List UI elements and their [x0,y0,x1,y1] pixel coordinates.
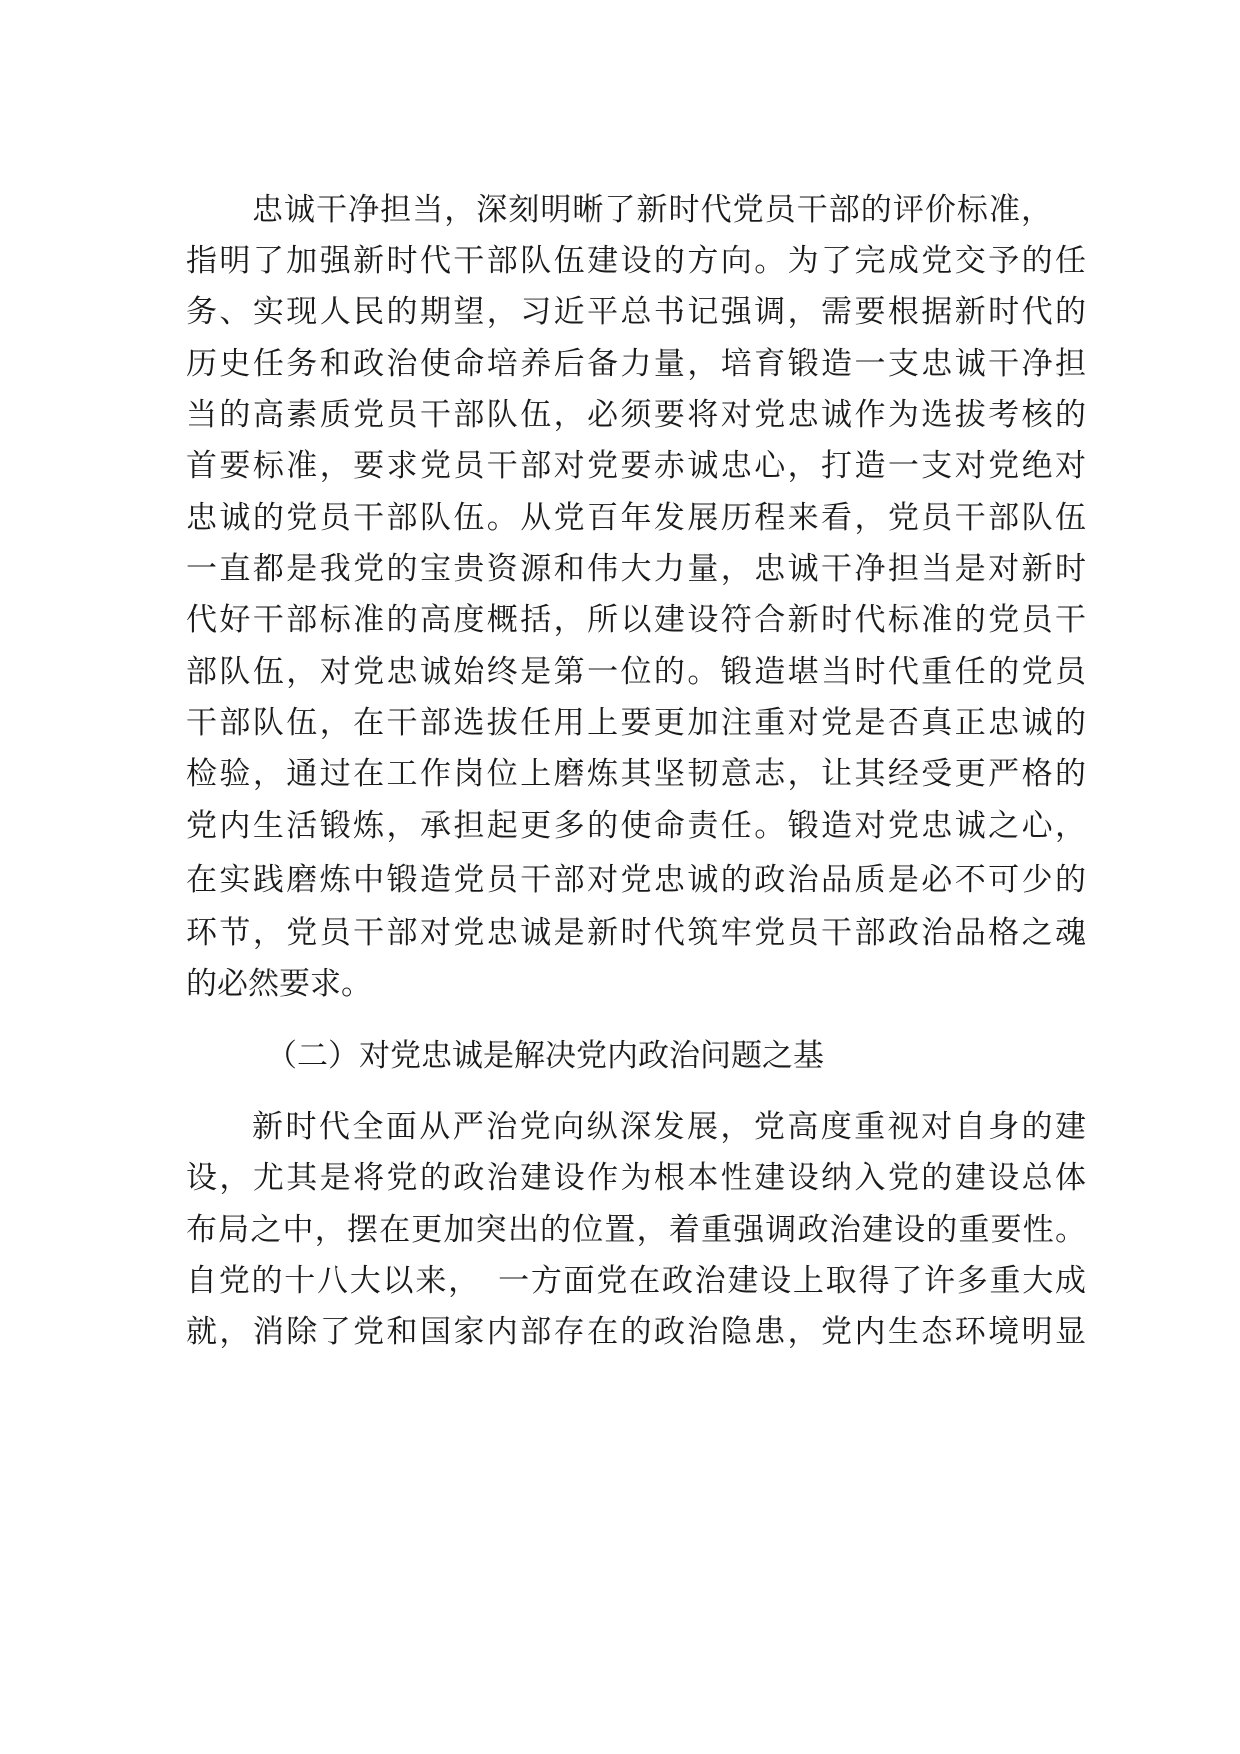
paragraph-line: 新时代全面从严治党向纵深发展，党高度重视对自身的建 [252,1109,1086,1145]
paragraph-line: 首要标准，要求党员干部对党要赤诚忠心，打造一支对党绝对 [186,448,1086,484]
paragraph-line: 一直都是我党的宝贵资源和伟大力量，忠诚干净担当是对新时 [186,551,1086,587]
paragraph-line: 环节，党员干部对党忠诚是新时代筑牢党员干部政治品格之魂 [186,915,1086,951]
paragraph-line: 指明了加强新时代干部队伍建设的方向。为了完成党交予的任 [186,243,1086,279]
paragraph-line: 自党的十八大以来， 一方面党在政治建设上取得了许多重大成 [186,1263,1086,1299]
paragraph-line: 党内生活锻炼，承担起更多的使命责任。锻造对党忠诚之心， [186,808,1086,844]
paragraph-line: 设，尤其是将党的政治建设作为根本性建设纳入党的建设总体 [186,1160,1086,1196]
section-heading: （二）对党忠诚是解决党内政治问题之基 [266,1038,824,1074]
paragraph-line: 代好干部标准的高度概括，所以建设符合新时代标准的党员干 [186,602,1086,638]
paragraph-line: 部队伍，对党忠诚始终是第一位的。锻造堪当时代重任的党员 [186,654,1086,690]
paragraph-line: 布局之中，摆在更加突出的位置，着重强调政治建设的重要性。 [186,1212,1086,1248]
paragraph-line: 忠诚的党员干部队伍。从党百年发展历程来看，党员干部队伍 [186,500,1086,536]
paragraph-line: 当的高素质党员干部队伍，必须要将对党忠诚作为选拔考核的 [186,397,1086,433]
paragraph-line: 在实践磨炼中锻造党员干部对党忠诚的政治品质是必不可少的 [186,862,1086,898]
paragraph-line: 务、实现人民的期望，习近平总书记强调，需要根据新时代的 [186,294,1086,330]
paragraph-line: 历史任务和政治使命培养后备力量，培育锻造一支忠诚干净担 [186,346,1086,382]
paragraph-line: 的必然要求。 [186,966,372,1002]
paragraph-line: 检验，通过在工作岗位上磨炼其坚韧意志，让其经受更严格的 [186,756,1086,792]
paragraph-line: 就，消除了党和国家内部存在的政治隐患，党内生态环境明显 [186,1314,1086,1350]
paragraph-line: 忠诚干净担当，深刻明晰了新时代党员干部的评价标准， [252,192,1052,228]
paragraph-line: 干部队伍，在干部选拔任用上要更加注重对党是否真正忠诚的 [186,705,1086,741]
